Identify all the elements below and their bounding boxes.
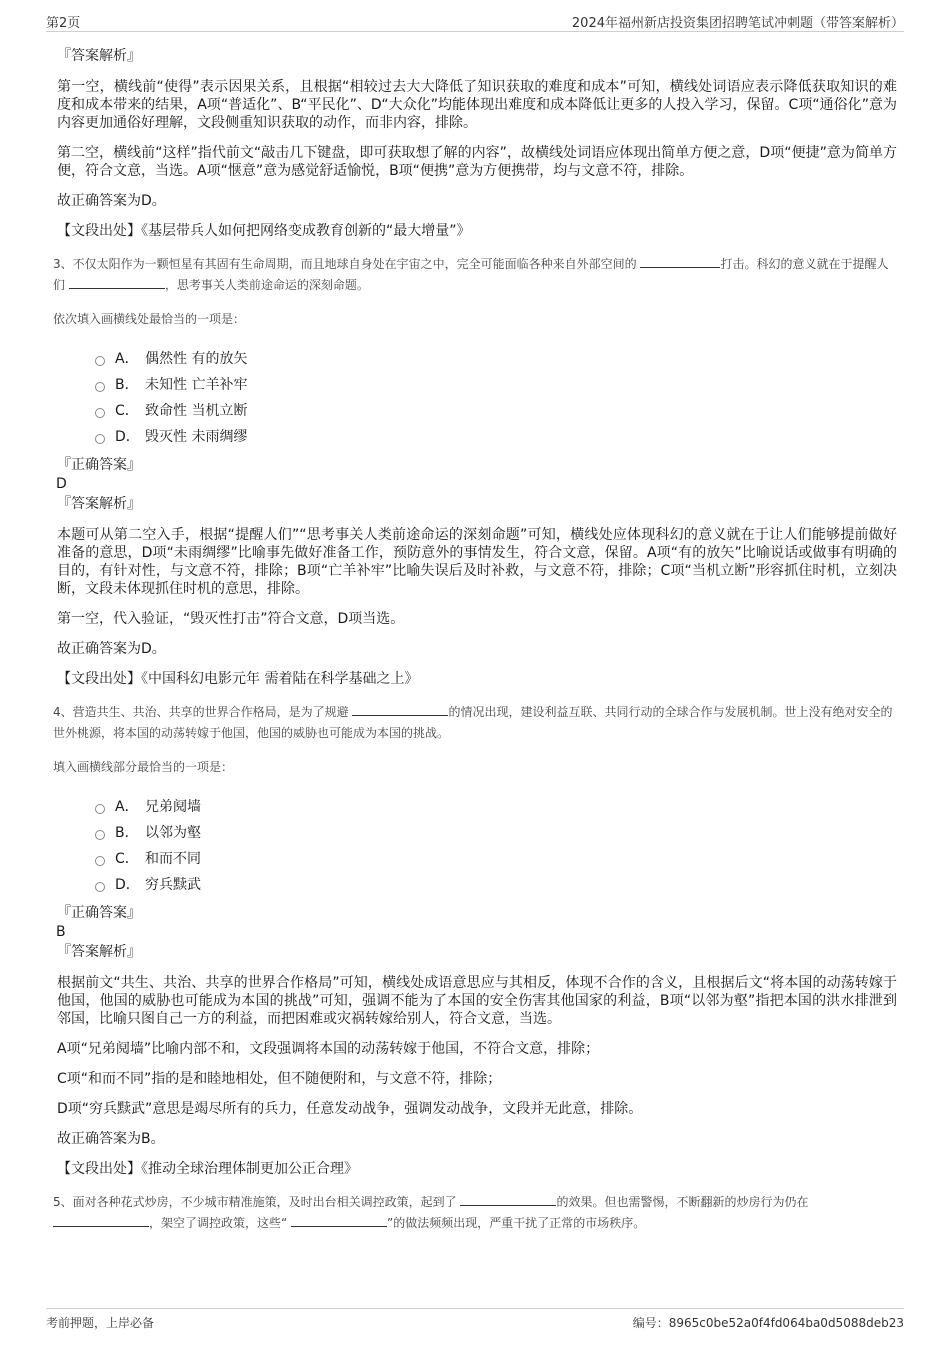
q4-options — [95, 793, 897, 897]
page-number: 第2页 — [46, 16, 81, 31]
q3-blank-2 — [69, 275, 165, 289]
option-text: 以邻为壑 — [145, 825, 201, 841]
correct-answer-label: 『正确答案』 — [57, 457, 141, 473]
option-letter: D． — [115, 877, 140, 893]
option-text: 毁灭性 未雨绸缪 — [145, 429, 248, 445]
option-text: 偶然性 有的放矢 — [145, 351, 248, 367]
q3-correct-answer: D — [56, 476, 67, 492]
q3-option-c[interactable] — [95, 397, 897, 423]
radio-icon[interactable] — [95, 830, 105, 840]
q3-instruction: 依次填入画横线处最恰当的一项是： — [53, 312, 246, 326]
option-text: 未知性 亡羊补牢 — [145, 377, 248, 393]
radio-icon[interactable] — [95, 356, 105, 366]
option-letter: C． — [115, 403, 139, 419]
radio-icon[interactable] — [95, 856, 105, 866]
option-letter: B． — [115, 825, 139, 841]
footer-divider — [46, 1308, 904, 1309]
q4-analysis-para4: D项“穷兵黩武”意思是竭尽所有的兵力，任意发动战争，强调发动战争，文段并无此意，排除。 — [57, 1101, 643, 1117]
q3-option-d[interactable] — [95, 423, 897, 449]
q4-option-c[interactable] — [95, 845, 897, 871]
q4-option-b[interactable] — [95, 819, 897, 845]
option-letter: A． — [115, 351, 139, 367]
analysis-label: 『答案解析』 — [57, 48, 141, 64]
document-body — [53, 46, 897, 1248]
q2-conclusion: 故正确答案为D。 — [57, 193, 166, 209]
q4-source: 【文段出处】《推动全球治理体制更加公正合理》 — [57, 1161, 358, 1177]
document-id: 编号：8965c0be52a0f4fd064ba0d5088deb23 — [632, 1316, 904, 1330]
q3-analysis-para2: 第一空，代入验证，“毁灭性打击”符合文意，D项当选。 — [57, 611, 405, 627]
option-text: 兄弟阋墙 — [145, 799, 201, 815]
option-letter: C． — [115, 851, 139, 867]
q2-analysis-para2: 第二空，横线前“这样”指代前文“敲击几下键盘，即可获取想了解的内容”，故横线处词语应体现出简单方便之意，D项“便捷”意为简单方便，符合文意，当选。A项“惬意”意为感觉舒适愉悦，B项“便携”意为方便携带，均与文意不符，排除。 — [57, 145, 897, 179]
footer-slogan: 考前押题，上岸必备 — [46, 1316, 155, 1330]
correct-answer-label: 『正确答案』 — [57, 905, 141, 921]
q3-option-b[interactable] — [95, 371, 897, 397]
q4-stem-part1: 4、营造共生、共治、共享的世界合作格局，是为了规避 — [53, 705, 353, 719]
q5-stem-part2: 的效果。但也需警惕，不断翻新的炒房行为仍在 — [556, 1195, 809, 1209]
q5-blank-1 — [460, 1192, 556, 1206]
q3-options — [95, 345, 897, 449]
q2-analysis-para1: 第一空，横线前“使得”表示因果关系，且根据“相较过去大大降低了知识获取的难度和成本”可知，横线处词语应表示降低获取知识的难度和成本带来的结果，A项“普适化”、B“平民化”、D“大众化”均能体现出难度和成本降低让更多的人投入学习，保留。C项“通俗化”意为内容更加通俗好理解，文段侧重知识获取的动作，而非内容，排除。 — [57, 79, 897, 131]
document-title: 2024年福州新店投资集团招聘笔试冲刺题（带答案解析） — [571, 16, 904, 31]
q4-stem — [53, 702, 897, 744]
q4-analysis-para2: A项“兄弟阋墙”比喻内部不和，文段强调将本国的动荡转嫁于他国，不符合文意，排除； — [57, 1041, 600, 1057]
q3-conclusion: 故正确答案为D。 — [57, 641, 166, 657]
q3-stem-part2: 打击。科幻的意义就在于提醒人们 — [53, 257, 889, 292]
radio-icon[interactable] — [95, 882, 105, 892]
option-letter: A． — [115, 799, 139, 815]
analysis-label: 『答案解析』 — [57, 496, 141, 512]
q4-conclusion: 故正确答案为B。 — [57, 1131, 165, 1147]
q4-blank-1 — [352, 702, 448, 716]
q4-stem-part2: 的情况出现，建设利益互联、共同行动的全球合作与发展机制。世上没有绝对安全的世外桃源，将本国的动荡转嫁于他国，他国的威胁也可能成为本国的挑战。 — [53, 705, 893, 740]
option-text: 穷兵黩武 — [145, 877, 201, 893]
q3-blank-1 — [640, 254, 720, 268]
q3-option-a[interactable] — [95, 345, 897, 371]
q2-source: 【文段出处】《基层带兵人如何把网络变成教育创新的“最大增量”》 — [57, 223, 471, 239]
q4-option-d[interactable] — [95, 871, 897, 897]
q5-stem-part3: ，架空了调控政策，这些“ — [149, 1216, 292, 1230]
q3-source: 【文段出处】《中国科幻电影元年 需着陆在科学基础之上》 — [57, 671, 419, 687]
q5-blank-3 — [291, 1213, 387, 1227]
header-divider — [46, 31, 904, 32]
radio-icon[interactable] — [95, 434, 105, 444]
q4-analysis-para3: C项“和而不同”指的是和睦地相处，但不随便附和，与文意不符，排除； — [57, 1071, 502, 1087]
option-letter: B． — [115, 377, 139, 393]
radio-icon[interactable] — [95, 382, 105, 392]
radio-icon[interactable] — [95, 804, 105, 814]
q5-stem — [53, 1192, 897, 1234]
q4-instruction: 填入画横线部分最恰当的一项是： — [53, 760, 234, 774]
option-text: 和而不同 — [145, 851, 201, 867]
analysis-label: 『答案解析』 — [57, 944, 141, 960]
q3-stem-part1: 3、不仅太阳作为一颗恒星有其固有生命周期，而且地球自身处在宇宙之中，完全可能面临各种来自外部空间的 — [53, 257, 641, 271]
q3-stem — [53, 254, 897, 296]
q4-analysis-para1: 根据前文“共生、共治、共享的世界合作格局”可知，横线处成语意思应与其相反，体现不合作的含义，且根据后文“将本国的动荡转嫁于他国，他国的威胁也可能成为本国的挑战”可知，强调不能为了本国的安全伤害其他国家的利益，B项“以邻为壑”指把本国的洪水排泄到邻国，比喻只图自己一方的利益，而把困难或灾祸转嫁给别人，符合文意，当选。 — [57, 975, 897, 1027]
q4-option-a[interactable] — [95, 793, 897, 819]
q5-stem-part4: ”的做法频频出现，严重干扰了正常的市场秩序。 — [387, 1216, 646, 1230]
q4-correct-answer: B — [56, 924, 66, 940]
option-text: 致命性 当机立断 — [145, 403, 248, 419]
option-letter: D． — [115, 429, 140, 445]
q5-stem-part1: 5、面对各种花式炒房，不少城市精准施策，及时出台相关调控政策，起到了 — [53, 1195, 461, 1209]
q3-stem-part3: ，思考事关人类前途命运的深刻命题。 — [164, 278, 369, 292]
q3-analysis-para1: 本题可从第二空入手，根据“提醒人们”“思考事关人类前途命运的深刻命题”可知，横线处应体现科幻的意义就在于让人们能够提前做好准备的意思，D项“未雨绸缪”比喻事先做好准备工作，预防意外的事情发生，符合文意，保留。A项“有的放矢”比喻说话或做事有明确的目的，有针对性，与文意不符，排除；B项“亡羊补牢”比喻失误后及时补救，与文意不符，排除；C项“当机立断”形容抓住时机，立刻决断，文段未体现抓住时机的意思，排除。 — [57, 527, 897, 597]
radio-icon[interactable] — [95, 408, 105, 418]
q5-blank-2 — [53, 1213, 149, 1227]
